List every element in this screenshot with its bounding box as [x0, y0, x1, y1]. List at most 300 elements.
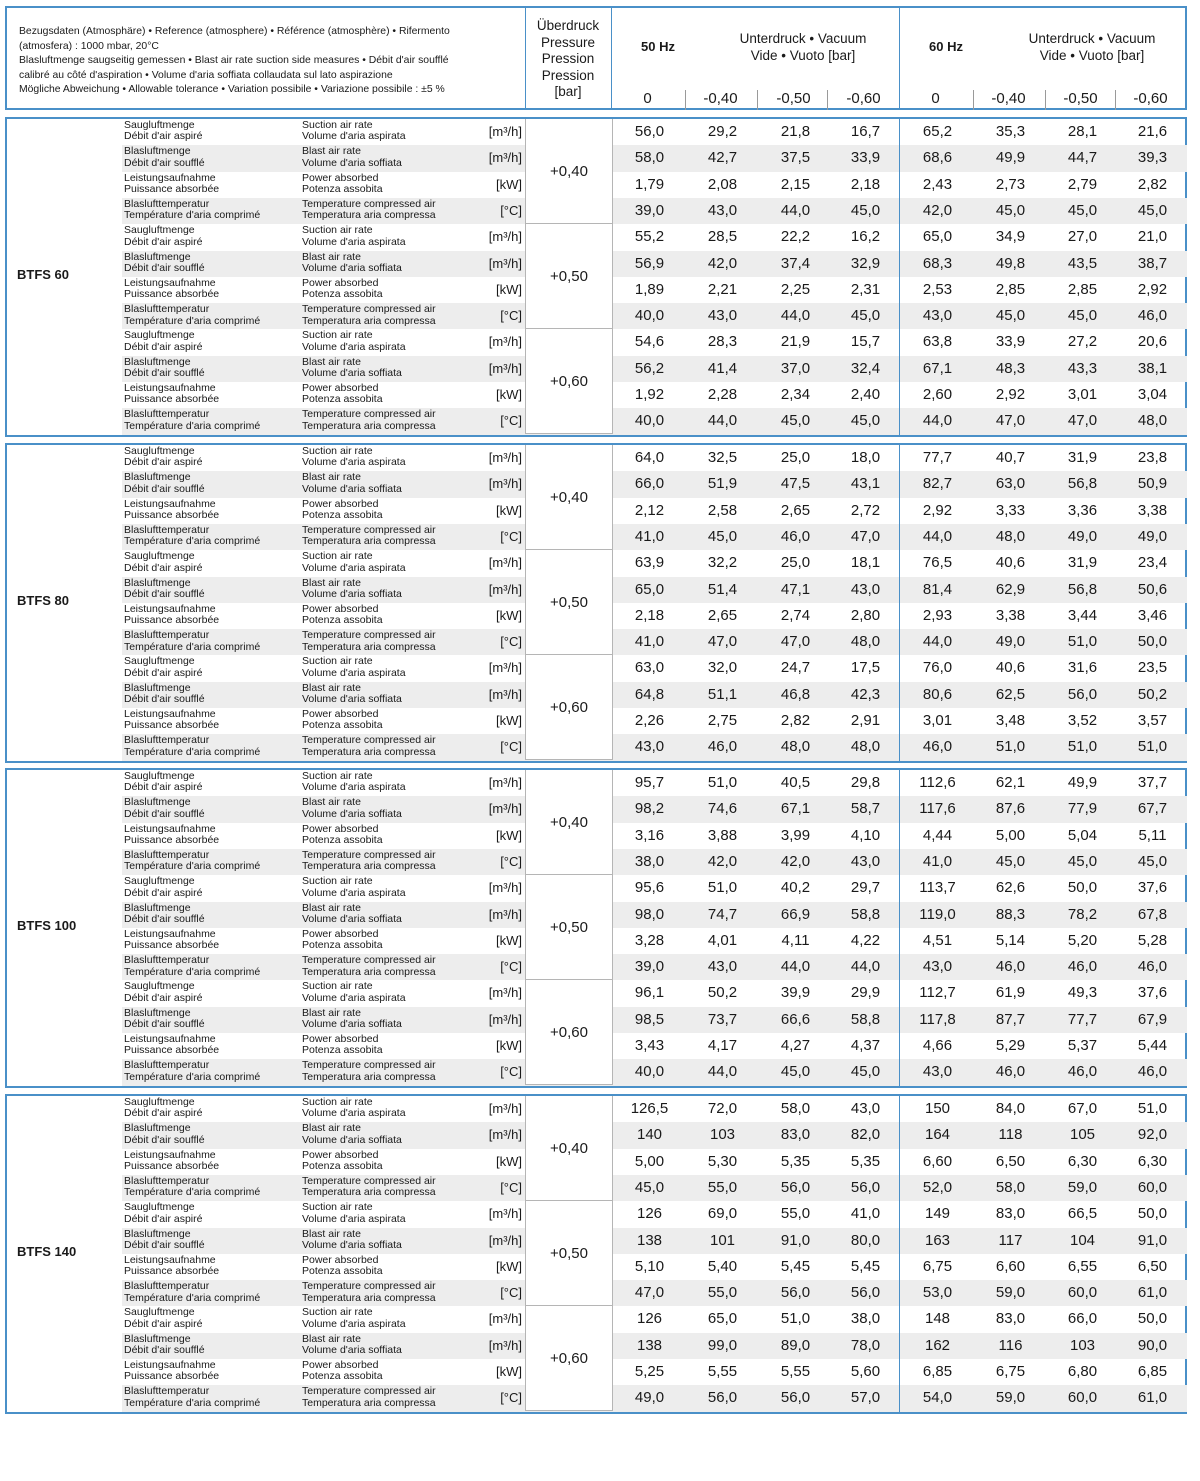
value-cell: 4,51 — [922, 931, 953, 949]
value-cell: 104 — [1069, 1231, 1096, 1249]
value-cell: 92,0 — [1137, 1126, 1168, 1144]
value-cell: 49,0 — [995, 633, 1026, 651]
row-label-en-it: Power absorbed Potenza assobita — [302, 1253, 383, 1278]
value-cell: 112,6 — [919, 774, 956, 791]
row-label-de-fr: Leistungsaufnahme Puissance absorbée — [124, 497, 220, 521]
value-cell: 138 — [636, 1231, 663, 1249]
value-cell: 5,11 — [1138, 826, 1167, 844]
value-cell: 45,0 — [850, 307, 881, 325]
table-row — [122, 875, 1187, 901]
pressure-cell: +0,50 — [525, 1201, 613, 1306]
row-label-en-it: Blast air rate Volume d'aria soffiata — [302, 901, 402, 925]
value-cell: 48,0 — [1137, 412, 1168, 430]
value-cell: 77,7 — [1067, 1010, 1098, 1028]
value-cell: 29,2 — [707, 123, 738, 140]
unit-label: [m³/h] — [488, 581, 522, 597]
table-row — [122, 408, 1187, 434]
row-label-de-fr: Leistungsaufnahme Puissance absorbée — [124, 1033, 220, 1057]
value-cell: 5,35 — [780, 1152, 811, 1170]
row-label-de-fr: Saugluftmenge Débit d'air aspiré — [124, 655, 203, 679]
value-cell: 50,9 — [1137, 475, 1168, 493]
vacuum-value: 0 — [643, 90, 652, 107]
value-cell: 2,43 — [922, 175, 953, 193]
row-label-en-it: Power absorbed Potenza assobita — [302, 1148, 383, 1172]
value-cell: 47,0 — [634, 1284, 665, 1302]
row-label-de-fr: Leistungsaufnahme Puissance absorbée — [124, 171, 220, 195]
value-cell: 2,79 — [1067, 175, 1098, 193]
row-label-de-fr: Saugluftmenge Débit d'air aspiré — [124, 875, 203, 899]
value-cell: 59,0 — [995, 1284, 1026, 1302]
value-cell: 126 — [636, 1205, 663, 1223]
row-label-en-it: Power absorbed Potenza assobita — [302, 497, 383, 521]
value-cell: 126 — [636, 1310, 663, 1328]
value-cell: 67,1 — [922, 359, 953, 377]
value-cell: 3,01 — [922, 712, 953, 729]
value-cell: 43,0 — [707, 307, 738, 325]
row-label-de-fr: Leistungsaufnahme Puissance absorbée — [124, 602, 220, 627]
value-cell: 45,0 — [634, 1178, 665, 1196]
value-cell: 43,0 — [707, 958, 738, 976]
value-cell: 63,0 — [634, 659, 665, 677]
value-cell: 43,0 — [850, 580, 881, 598]
table-row — [122, 603, 1187, 629]
value-cell: 58,8 — [850, 905, 881, 923]
value-cell: 3,99 — [780, 826, 811, 844]
unit-label: [m³/h] — [488, 1337, 522, 1353]
value-cell: 96,1 — [634, 984, 665, 1002]
value-cell: 50,0 — [1137, 633, 1168, 651]
pressure-cell: +0,60 — [525, 980, 613, 1085]
table-row — [122, 1096, 1187, 1122]
value-cell: 46,0 — [1067, 1063, 1098, 1081]
unit-label: [m³/h] — [488, 801, 522, 817]
value-cell: 98,0 — [634, 905, 665, 923]
value-cell: 29,9 — [850, 984, 881, 1002]
value-cell: 56,0 — [850, 1284, 881, 1302]
row-label-de-fr: Saugluftmenge Débit d'air aspiré — [124, 1306, 203, 1330]
value-cell: 32,0 — [707, 659, 738, 677]
row-label-en-it: Blast air rate Volume d'aria soffiata — [302, 250, 402, 274]
value-cell: 32,5 — [707, 449, 738, 466]
row-label-de-fr: Blaslufttemperatur Température d'aria comprimé — [124, 1385, 261, 1409]
value-cell: 20,6 — [1137, 333, 1168, 351]
value-cell: 84,0 — [995, 1100, 1026, 1117]
value-cell: 38,1 — [1137, 359, 1168, 377]
row-label-de-fr: Blaslufttemperatur Température d'aria comprimé — [124, 848, 261, 873]
value-cell: 49,0 — [1137, 527, 1168, 545]
unit-label: [kW] — [496, 827, 522, 843]
row-label-en-it: Blast air rate Volume d'aria soffiata — [302, 1332, 402, 1357]
row-label-de-fr: Blasluftmenge Débit d'air soufflé — [124, 901, 205, 925]
model-name: BTFS 140 — [17, 1244, 77, 1259]
row-label-de-fr: Blasluftmenge Débit d'air soufflé — [124, 471, 205, 495]
value-cell: 27,0 — [1067, 228, 1098, 246]
vacuum-separator — [757, 90, 758, 110]
value-cell: 58,8 — [850, 1010, 881, 1028]
value-cell: 83,0 — [780, 1126, 811, 1144]
value-cell: 59,0 — [1067, 1178, 1098, 1196]
value-cell: 51,0 — [1067, 738, 1098, 756]
value-cell: 148 — [924, 1310, 951, 1328]
value-cell: 4,17 — [707, 1037, 738, 1054]
table-row — [122, 1059, 1187, 1085]
row-label-en-it: Blast air rate Volume d'aria soffiata — [302, 1006, 402, 1031]
value-cell: 57,0 — [850, 1389, 881, 1407]
value-cell: 2,72 — [850, 501, 881, 519]
value-cell: 2,93 — [922, 606, 953, 624]
value-cell: 3,38 — [995, 606, 1026, 624]
unit-label: [m³/h] — [488, 775, 522, 790]
value-cell: 51,0 — [707, 774, 738, 791]
value-cell: 126,5 — [630, 1100, 669, 1117]
row-label-de-fr: Saugluftmenge Débit d'air aspiré — [124, 1096, 203, 1120]
value-cell: 51,0 — [995, 738, 1026, 756]
value-cell: 46,0 — [707, 738, 738, 756]
vacuum-value: -0,60 — [846, 90, 881, 107]
value-cell: 60,0 — [1137, 1178, 1168, 1196]
value-cell: 140 — [636, 1126, 663, 1144]
unit-label: [°C] — [500, 634, 522, 650]
value-cell: 2,73 — [995, 175, 1026, 193]
table-row — [122, 629, 1187, 655]
value-cell: 2,92 — [922, 501, 953, 519]
value-cell: 48,0 — [850, 633, 881, 651]
value-cell: 44,0 — [922, 527, 953, 545]
value-cell: 46,0 — [1067, 958, 1098, 976]
value-cell: 25,0 — [780, 554, 811, 572]
unit-label: [°C] — [500, 1064, 522, 1080]
value-cell: 50,0 — [1137, 1205, 1168, 1223]
value-cell: 3,38 — [1137, 501, 1168, 519]
value-cell: 44,0 — [780, 307, 811, 325]
value-cell: 6,75 — [995, 1363, 1026, 1380]
value-cell: 62,6 — [995, 879, 1026, 897]
value-cell: 56,8 — [1067, 580, 1098, 598]
value-cell: 37,6 — [1137, 879, 1168, 897]
unit-label: [°C] — [500, 413, 522, 429]
value-cell: 3,88 — [707, 826, 738, 844]
table-row — [122, 682, 1187, 708]
value-cell: 58,0 — [995, 1178, 1026, 1196]
unit-label: [°C] — [500, 528, 522, 544]
value-cell: 23,8 — [1137, 449, 1168, 466]
vacuum-separator — [1115, 90, 1116, 110]
value-cell: 28,3 — [707, 333, 738, 351]
value-cell: 3,01 — [1067, 386, 1098, 403]
value-cell: 39,3 — [1137, 149, 1168, 167]
value-cell: 55,0 — [707, 1178, 738, 1196]
value-cell: 2,28 — [707, 386, 738, 403]
value-cell: 2,85 — [1067, 280, 1098, 298]
value-cell: 65,2 — [922, 123, 953, 140]
value-cell: 2,92 — [995, 386, 1026, 403]
value-cell: 49,0 — [634, 1389, 665, 1407]
value-cell: 49,0 — [1067, 527, 1098, 545]
row-label-en-it: Power absorbed Potenza assobita — [302, 382, 383, 406]
value-cell: 164 — [924, 1126, 951, 1144]
value-cell: 67,7 — [1137, 800, 1168, 818]
unit-label: [kW] — [496, 281, 522, 297]
value-cell: 3,28 — [634, 931, 665, 949]
table-row — [122, 1280, 1187, 1306]
value-cell: 45,0 — [780, 412, 811, 430]
vacuum-separator — [827, 90, 828, 110]
value-cell: 2,75 — [707, 712, 738, 729]
table-row — [122, 770, 1187, 796]
value-cell: 51,0 — [707, 879, 738, 897]
value-cell: 46,0 — [1137, 1063, 1168, 1081]
value-cell: 43,0 — [922, 1063, 953, 1081]
row-label-en-it: Suction air rate Volume d'aria aspirata — [302, 770, 406, 794]
value-cell: 63,9 — [634, 554, 665, 572]
value-cell: 87,6 — [995, 800, 1026, 818]
value-cell: 5,44 — [1137, 1037, 1168, 1054]
table-row — [122, 303, 1187, 329]
value-cell: 47,0 — [995, 412, 1026, 430]
value-cell: 59,0 — [995, 1389, 1026, 1407]
value-cell: 98,5 — [634, 1010, 665, 1028]
model-block — [5, 117, 1187, 437]
row-label-en-it: Blast air rate Volume d'aria soffiata — [302, 471, 402, 495]
value-cell: 31,6 — [1067, 659, 1098, 677]
table-row — [122, 1201, 1187, 1227]
value-cell: 91,0 — [780, 1231, 811, 1249]
value-cell: 37,6 — [1137, 984, 1168, 1002]
table-row — [122, 1228, 1187, 1254]
unit-label: [kW] — [496, 502, 522, 518]
value-cell: 62,9 — [995, 580, 1026, 598]
row-label-de-fr: Leistungsaufnahme Puissance absorbée — [124, 382, 220, 406]
value-cell: 2,53 — [922, 280, 953, 298]
value-cell: 6,60 — [995, 1257, 1026, 1275]
value-cell: 54,6 — [634, 333, 665, 351]
value-cell: 80,6 — [922, 685, 953, 703]
value-cell: 25,0 — [780, 449, 811, 466]
value-cell: 2,15 — [780, 175, 811, 193]
value-cell: 56,0 — [634, 123, 665, 140]
row-label-en-it: Suction air rate Volume d'aria aspirata — [302, 224, 406, 248]
table-row — [122, 251, 1187, 277]
value-cell: 78,2 — [1067, 905, 1098, 923]
value-cell: 5,55 — [780, 1363, 811, 1380]
unit-label: [m³/h] — [488, 450, 522, 465]
value-cell: 67,1 — [780, 800, 811, 818]
table-row — [122, 382, 1187, 408]
value-cell: 16,7 — [850, 123, 881, 140]
value-cell: 60,0 — [1067, 1284, 1098, 1302]
value-cell: 41,4 — [707, 359, 738, 377]
value-cell: 5,30 — [707, 1152, 738, 1170]
value-cell: 74,7 — [707, 905, 738, 923]
row-label-de-fr: Blaslufttemperatur Température d'aria comprimé — [124, 954, 261, 978]
value-cell: 1,92 — [634, 386, 665, 403]
value-cell: 21,6 — [1137, 123, 1168, 140]
value-cell: 117,8 — [919, 1010, 956, 1028]
pressure-cell: +0,40 — [525, 119, 613, 224]
unit-label: [m³/h] — [488, 476, 522, 492]
value-cell: 45,0 — [780, 1063, 811, 1081]
value-cell: 2,80 — [850, 606, 881, 624]
value-cell: 52,0 — [922, 1178, 953, 1196]
value-cell: 40,0 — [634, 1063, 665, 1081]
value-cell: 56,2 — [634, 359, 665, 377]
value-cell: 2,18 — [634, 606, 665, 624]
value-cell: 35,3 — [995, 123, 1026, 140]
value-cell: 6,85 — [922, 1363, 953, 1380]
pressure-cell: +0,60 — [525, 329, 613, 434]
value-cell: 50,0 — [1137, 1310, 1168, 1328]
row-label-de-fr: Blasluftmenge Débit d'air soufflé — [124, 576, 205, 600]
row-label-de-fr: Blasluftmenge Débit d'air soufflé — [124, 1332, 205, 1357]
value-cell: 5,37 — [1067, 1037, 1098, 1054]
value-cell: 6,80 — [1067, 1363, 1098, 1380]
value-cell: 40,0 — [634, 307, 665, 325]
value-cell: 138 — [636, 1336, 663, 1354]
table-row — [122, 1359, 1187, 1385]
value-cell: 119,0 — [919, 905, 956, 923]
value-cell: 37,7 — [1137, 774, 1168, 791]
model-block — [5, 1094, 1187, 1414]
unit-label: [m³/h] — [488, 985, 522, 1001]
value-cell: 48,0 — [780, 738, 811, 756]
table-row — [122, 823, 1187, 849]
value-cell: 45,0 — [1067, 852, 1098, 870]
value-cell: 6,50 — [995, 1152, 1026, 1170]
value-cell: 74,6 — [707, 800, 738, 818]
value-cell: 38,7 — [1137, 254, 1168, 272]
row-label-de-fr: Saugluftmenge Débit d'air aspiré — [124, 119, 203, 143]
row-label-de-fr: Blasluftmenge Débit d'air soufflé — [124, 250, 205, 274]
vacuum-value: -0,40 — [991, 90, 1026, 107]
value-cell: 41,0 — [634, 527, 665, 545]
table-row — [122, 1149, 1187, 1175]
model-block — [5, 443, 1187, 763]
value-cell: 81,4 — [922, 580, 953, 598]
pressure-cell: +0,40 — [525, 1096, 613, 1201]
value-cell: 43,5 — [1067, 254, 1098, 272]
value-cell: 2,25 — [780, 280, 811, 298]
value-cell: 58,0 — [634, 149, 665, 167]
row-label-en-it: Temperature compressed air Temperatura aria compressa — [302, 1385, 436, 1409]
unit-label: [m³/h] — [488, 1101, 522, 1116]
value-cell: 150 — [924, 1100, 951, 1117]
row-label-en-it: Suction air rate Volume d'aria aspirata — [302, 655, 406, 679]
value-cell: 3,46 — [1137, 606, 1168, 624]
value-cell: 77,7 — [922, 449, 953, 466]
vacuum-value: -0,40 — [703, 90, 738, 107]
value-cell: 118 — [998, 1126, 1023, 1144]
value-cell: 48,0 — [850, 738, 881, 756]
row-label-en-it: Suction air rate Volume d'aria aspirata — [302, 1096, 406, 1120]
value-cell: 67,9 — [1137, 1010, 1168, 1028]
table-row — [122, 1306, 1187, 1332]
value-cell: 5,00 — [995, 826, 1026, 844]
value-cell: 28,5 — [707, 228, 738, 246]
value-cell: 45,0 — [707, 527, 738, 545]
row-label-en-it: Temperature compressed air Temperatura aria compressa — [302, 734, 436, 758]
value-cell: 37,4 — [780, 254, 811, 272]
hz-divider — [899, 770, 900, 1086]
value-cell: 46,0 — [1137, 958, 1168, 976]
unit-label: [m³/h] — [488, 880, 522, 896]
value-cell: 45,0 — [995, 307, 1026, 325]
value-cell: 95,7 — [634, 774, 665, 791]
value-cell: 2,18 — [850, 175, 881, 193]
value-cell: 53,0 — [922, 1284, 953, 1302]
value-cell: 41,0 — [850, 1205, 881, 1223]
row-label-en-it: Temperature compressed air Temperatura aria compressa — [302, 197, 436, 222]
unit-label: [m³/h] — [488, 1311, 522, 1327]
row-label-en-it: Power absorbed Potenza assobita — [302, 1033, 383, 1057]
value-cell: 76,5 — [922, 554, 953, 572]
row-label-de-fr: Blaslufttemperatur Température d'aria comprimé — [124, 303, 261, 327]
value-cell: 5,20 — [1067, 931, 1098, 949]
table-row — [122, 1175, 1187, 1201]
unit-label: [°C] — [500, 739, 522, 755]
value-cell: 51,4 — [707, 580, 738, 598]
value-cell: 46,0 — [922, 738, 953, 756]
value-cell: 38,0 — [850, 1310, 881, 1328]
row-label-en-it: Temperature compressed air Temperatura aria compressa — [302, 1059, 436, 1083]
value-cell: 3,36 — [1067, 501, 1098, 519]
table-row — [122, 198, 1187, 224]
value-cell: 44,0 — [707, 412, 738, 430]
vacuum-separator — [973, 90, 974, 110]
row-label-en-it: Suction air rate Volume d'aria aspirata — [302, 445, 406, 469]
value-cell: 77,9 — [1067, 800, 1098, 818]
value-cell: 56,0 — [707, 1389, 738, 1407]
value-cell: 67,8 — [1137, 905, 1168, 923]
value-cell: 3,52 — [1067, 712, 1098, 729]
table-row — [122, 954, 1187, 980]
value-cell: 50,2 — [1137, 685, 1168, 703]
table-row — [122, 1122, 1187, 1148]
value-cell: 99,0 — [707, 1336, 738, 1354]
value-cell: 47,5 — [780, 475, 811, 493]
unit-label: [m³/h] — [488, 255, 522, 271]
value-cell: 2,82 — [1137, 175, 1168, 193]
reference-conditions: Bezugsdaten (Atmosphäre) • Reference (atmosphere) • Référence (atmosphère) • Rifermento (atmosfera) : 1000 mbar, 20°C Blasluftmenge saugseitig gemessen • Blast air rate suction side measures • Débit d'air soufflé calibré au côté d'aspiration • Volume d'aria soffiata collaudata sul lato aspirazione Mögliche Abweichung • Allowable tolerance • Variation possibile • Variazione possibile : ±5 % — [19, 26, 450, 95]
value-cell: 2,91 — [850, 712, 881, 729]
value-cell: 47,0 — [780, 633, 811, 651]
row-label-de-fr: Leistungsaufnahme Puissance absorbée — [124, 927, 220, 952]
value-cell: 63,0 — [995, 475, 1026, 493]
value-cell: 50,0 — [1067, 879, 1098, 897]
value-cell: 91,0 — [1137, 1231, 1168, 1249]
table-row — [122, 550, 1187, 576]
table-row — [122, 1333, 1187, 1359]
value-cell: 116 — [998, 1336, 1023, 1354]
value-cell: 5,28 — [1137, 931, 1168, 949]
value-cell: 41,0 — [922, 852, 953, 870]
unit-label: [°C] — [500, 959, 522, 975]
row-label-en-it: Power absorbed Potenza assobita — [302, 1359, 383, 1383]
value-cell: 62,1 — [995, 774, 1026, 791]
unit-label: [m³/h] — [488, 1206, 522, 1222]
table-row — [122, 172, 1187, 198]
value-cell: 6,75 — [922, 1257, 953, 1275]
table-row — [122, 224, 1187, 250]
unit-label: [kW] — [496, 932, 522, 948]
unit-label: [m³/h] — [488, 1232, 522, 1248]
value-cell: 51,9 — [707, 475, 738, 493]
value-cell: 56,0 — [780, 1389, 811, 1407]
row-label-en-it: Suction air rate Volume d'aria aspirata — [302, 329, 406, 353]
value-cell: 43,1 — [850, 475, 881, 493]
value-cell: 31,9 — [1067, 554, 1098, 572]
row-label-en-it: Power absorbed Potenza assobita — [302, 171, 383, 195]
model-name: BTFS 60 — [17, 267, 70, 282]
